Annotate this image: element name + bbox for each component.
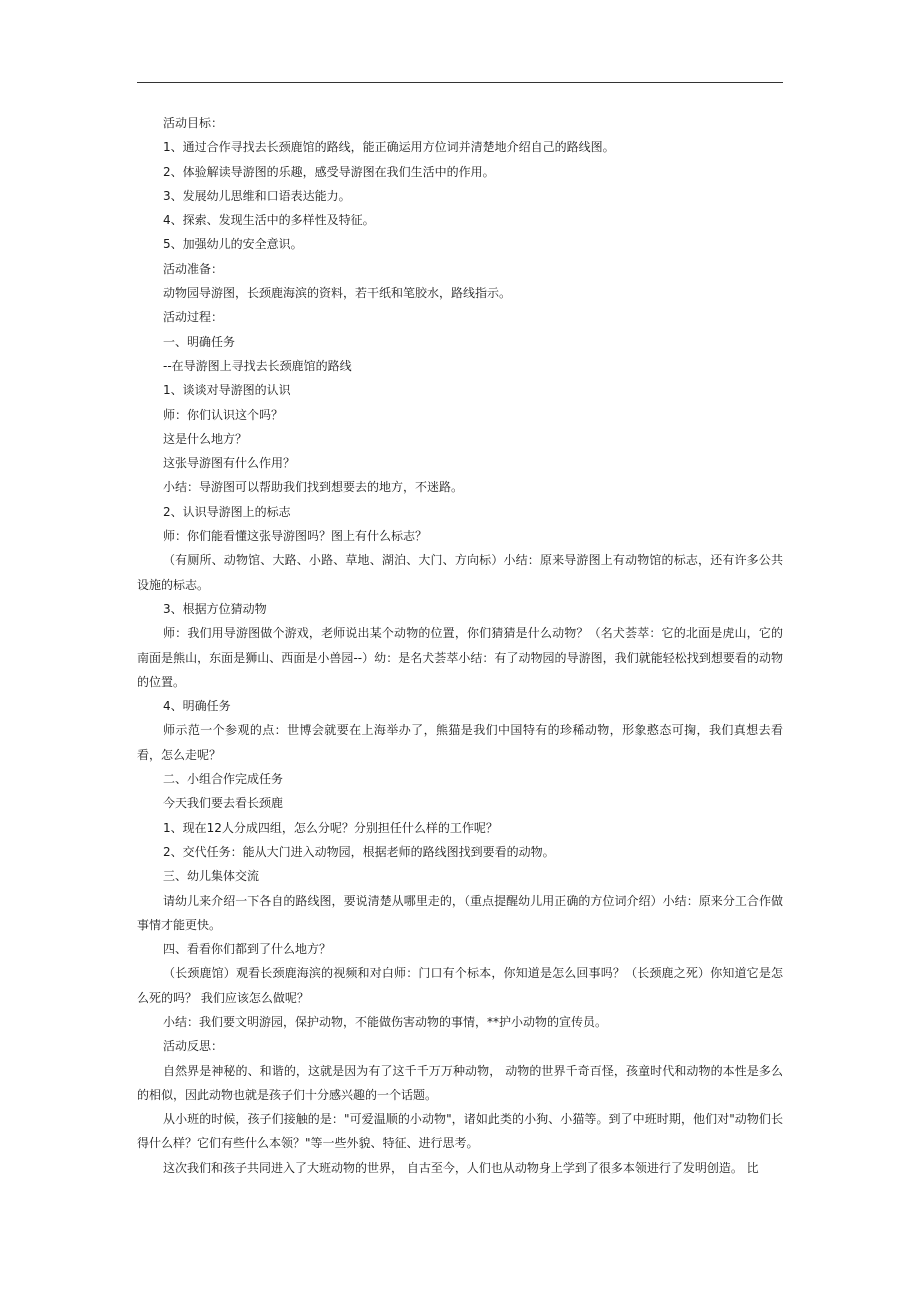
paragraph: （有厕所、动物馆、大路、小路、草地、湖泊、大门、方向标）小结：原来导游图上有动物馆的标志，还有许多公共设施的标志。 [137, 553, 783, 592]
text-line: 5、加强幼儿的安全意识。 [163, 237, 303, 252]
text-line: 3、发展幼儿思维和口语表达能力。 [163, 188, 351, 203]
header-rule [137, 82, 783, 83]
text-line: 三、幼儿集体交流 [163, 869, 260, 884]
text-line: 师：你们认识这个吗？ [163, 407, 284, 422]
paragraph: 请幼儿来介绍一下各自的路线图，要说清楚从哪里走的，（重点提醒幼儿用正确的方位词介绍）小结：原来分工合作做事情才能更快。 [137, 893, 783, 932]
text-line: 小结：导游图可以帮助我们找到想要去的地方，不迷路。 [163, 480, 464, 495]
text-line: 1、谈谈对导游图的认识 [163, 383, 291, 398]
text-line: 1、通过合作寻找去长颈鹿馆的路线，能正确运用方位词并清楚地介绍自己的路线图。 [163, 140, 615, 155]
text-line: 今天我们要去看长颈鹿 [163, 796, 284, 811]
text-line: 4、明确任务 [163, 699, 231, 714]
text-line: 小结：我们要文明游园，保护动物，不能做伤害动物的事情，**护小动物的宣传员。 [163, 1014, 608, 1029]
text-line: 1、现在12人分成四组，怎么分呢？分别担任什么样的工作呢？ [163, 820, 498, 835]
document-body [137, 111, 783, 1180]
text-line: 活动过程： [163, 310, 224, 325]
text-line: 这张导游图有什么作用？ [163, 456, 296, 471]
paragraph: 从小班的时候，孩子们接触的是："可爱温顺的小动物"，诸如此类的小狗、小猫等。到了中班时期，他们对"动物们长得什么样？它们有些什么本领？"等一些外貌、特征、进行思考。 [137, 1112, 783, 1151]
paragraph: （长颈鹿馆）观看长颈鹿海滨的视频和对白师：门口有个标本，你知道是怎么回事吗？（长颈鹿之死）你知道它是怎么死的吗？ 我们应该怎么做呢？ [137, 966, 783, 1005]
paragraph: 自然界是神秘的、和谐的，这就是因为有了这千千万万种动物， 动物的世界千奇百怪，孩童时代和动物的本性是多么的相似，因此动物也就是孩子们十分感兴趣的一个话题。 [137, 1063, 783, 1102]
text-line: 4、探索、发现生活中的多样性及特征。 [163, 213, 375, 228]
text-line: 一、明确任务 [163, 334, 236, 349]
text-line: 活动准备： [163, 261, 224, 276]
text-line: --在导游图上寻找去长颈鹿馆的路线 [163, 358, 352, 373]
text-line: 这次我们和孩子共同进入了大班动物的世界， 自古至今，人们也从动物身上学到了很多本领进行了发明创造。 比 [163, 1160, 759, 1175]
paragraph: 师示范一个参观的点：世博会就要在上海举办了，熊猫是我们中国特有的珍稀动物，形象憨态可掬，我们真想去看看，怎么走呢？ [137, 723, 783, 762]
text-line: 动物园导游图，长颈鹿海滨的资料，若干纸和笔胶水，路线指示。 [163, 286, 512, 301]
text-line: 2、交代任务：能从大门进入动物园，根据老师的路线图找到要看的动物。 [163, 844, 555, 859]
text-line: 2、认识导游图上的标志 [163, 504, 291, 519]
text-line: 活动目标： [163, 116, 224, 130]
text-line: 活动反思： [163, 1039, 224, 1054]
paragraph: 师：我们用导游图做个游戏，老师说出某个动物的位置，你们猜猜是什么动物？（名犬荟萃：它的北面是虎山，它的南面是熊山，东面是狮山、西面是小兽园--）幼：是名犬荟萃小结：有了动物园的导游图，我们就能轻松找到想要看的动物的位置。 [137, 626, 783, 689]
text-line: 师：你们能看懂这张导游图吗？图上有什么标志？ [163, 529, 428, 544]
text-line: 这是什么地方？ [163, 431, 248, 446]
text-line: 四、看看你们都到了什么地方？ [163, 942, 332, 957]
text-line: 2、体验解读导游图的乐趣，感受导游图在我们生活中的作用。 [163, 164, 495, 179]
text-line: 3、根据方位猜动物 [163, 601, 267, 616]
text-line: 二、小组合作完成任务 [163, 772, 284, 787]
